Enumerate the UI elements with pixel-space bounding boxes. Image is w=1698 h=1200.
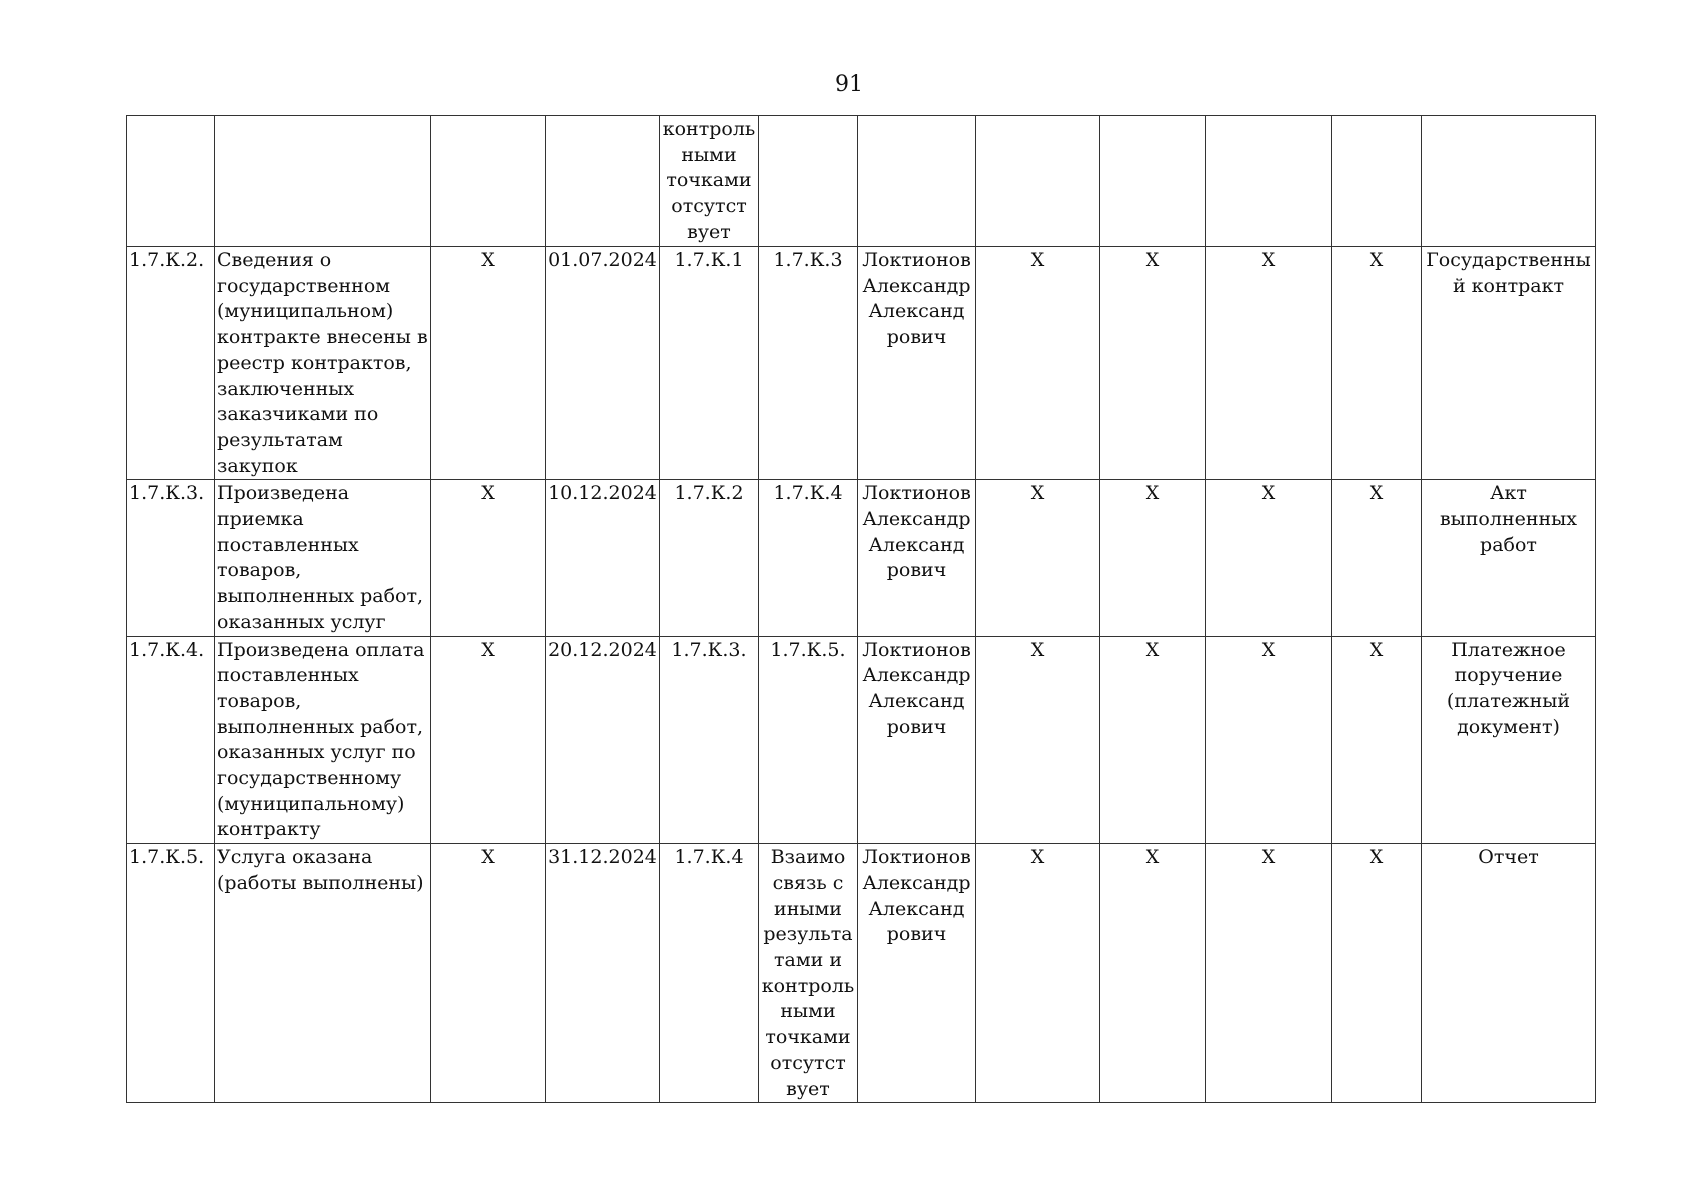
- cell-mark-1: X: [976, 480, 1100, 636]
- cell-title: [215, 116, 431, 247]
- cell-start-mark: X: [431, 636, 546, 844]
- cell-title: Произведена приемка поставленных товаров, выполненных работ, оказанных услуг: [215, 480, 431, 636]
- cell-mark-4: [1332, 116, 1422, 247]
- cell-mark-4: X: [1332, 844, 1422, 1103]
- cell-mark-3: X: [1206, 480, 1332, 636]
- cell-date: [546, 116, 660, 247]
- cell-mark-3: [1206, 116, 1332, 247]
- cell-predecessor: 1.7.К.2: [660, 480, 759, 636]
- cell-code: [127, 116, 215, 247]
- cell-mark-1: X: [976, 247, 1100, 480]
- cell-mark-4: X: [1332, 636, 1422, 844]
- table-row-continuation: [127, 116, 1596, 247]
- cell-mark-4: X: [1332, 247, 1422, 480]
- cell-mark-1: X: [976, 844, 1100, 1103]
- cell-responsible: Локтионов Александр Александ рович: [858, 844, 976, 1103]
- cell-mark-3: X: [1206, 247, 1332, 480]
- table-row: [127, 480, 1596, 636]
- cell-title: Сведения о государственном (муниципальном) контракте внесены в реестр контрактов, заключенных заказчиками по результатам закупок: [215, 247, 431, 480]
- page-number: 91: [835, 72, 863, 97]
- table-row: [127, 247, 1596, 480]
- cell-start-mark: X: [431, 247, 546, 480]
- cell-code: 1.7.К.4.: [127, 636, 215, 844]
- cell-successor: Взаимо связь с иными результа тами и контроль ными точками отсутст вует: [759, 844, 858, 1103]
- cell-mark-3: X: [1206, 636, 1332, 844]
- cell-date: 20.12.2024: [546, 636, 660, 844]
- cell-code: 1.7.К.3.: [127, 480, 215, 636]
- cell-start-mark: [431, 116, 546, 247]
- cell-document: Акт выполненных работ: [1422, 480, 1596, 636]
- cell-predecessor: 1.7.К.1: [660, 247, 759, 480]
- cell-date: 10.12.2024: [546, 480, 660, 636]
- cell-mark-4: X: [1332, 480, 1422, 636]
- cell-document: [1422, 116, 1596, 247]
- cell-successor: 1.7.К.5.: [759, 636, 858, 844]
- cell-responsible: Локтионов Александр Александ рович: [858, 480, 976, 636]
- cell-code: 1.7.К.2.: [127, 247, 215, 480]
- cell-document: Государственный контракт: [1422, 247, 1596, 480]
- cell-document: Отчет: [1422, 844, 1596, 1103]
- cell-successor: 1.7.К.4: [759, 480, 858, 636]
- cell-predecessor: контроль ными точками отсутст вует: [660, 116, 759, 247]
- cell-code: 1.7.К.5.: [127, 844, 215, 1103]
- table-row: [127, 636, 1596, 844]
- cell-mark-2: X: [1100, 636, 1206, 844]
- cell-mark-2: X: [1100, 480, 1206, 636]
- table-row: [127, 844, 1596, 1103]
- cell-start-mark: X: [431, 844, 546, 1103]
- cell-mark-2: X: [1100, 247, 1206, 480]
- cell-start-mark: X: [431, 480, 546, 636]
- cell-responsible: Локтионов Александр Александ рович: [858, 247, 976, 480]
- cell-title: Услуга оказана (работы выполнены): [215, 844, 431, 1103]
- cell-predecessor: 1.7.К.3.: [660, 636, 759, 844]
- cell-mark-3: X: [1206, 844, 1332, 1103]
- cell-responsible: [858, 116, 976, 247]
- cell-mark-1: X: [976, 636, 1100, 844]
- cell-date: 01.07.2024: [546, 247, 660, 480]
- cell-mark-2: X: [1100, 844, 1206, 1103]
- cell-mark-2: [1100, 116, 1206, 247]
- cell-title: Произведена оплата поставленных товаров, выполненных работ, оказанных услуг по государственному (муниципальному) контракту: [215, 636, 431, 844]
- cell-document: Платежное поручение (платежный документ): [1422, 636, 1596, 844]
- cell-predecessor: 1.7.К.4: [660, 844, 759, 1103]
- cell-successor: 1.7.К.3: [759, 247, 858, 480]
- cell-mark-1: [976, 116, 1100, 247]
- control-points-table: [126, 115, 1596, 1103]
- cell-successor: [759, 116, 858, 247]
- cell-date: 31.12.2024: [546, 844, 660, 1103]
- cell-responsible: Локтионов Александр Александ рович: [858, 636, 976, 844]
